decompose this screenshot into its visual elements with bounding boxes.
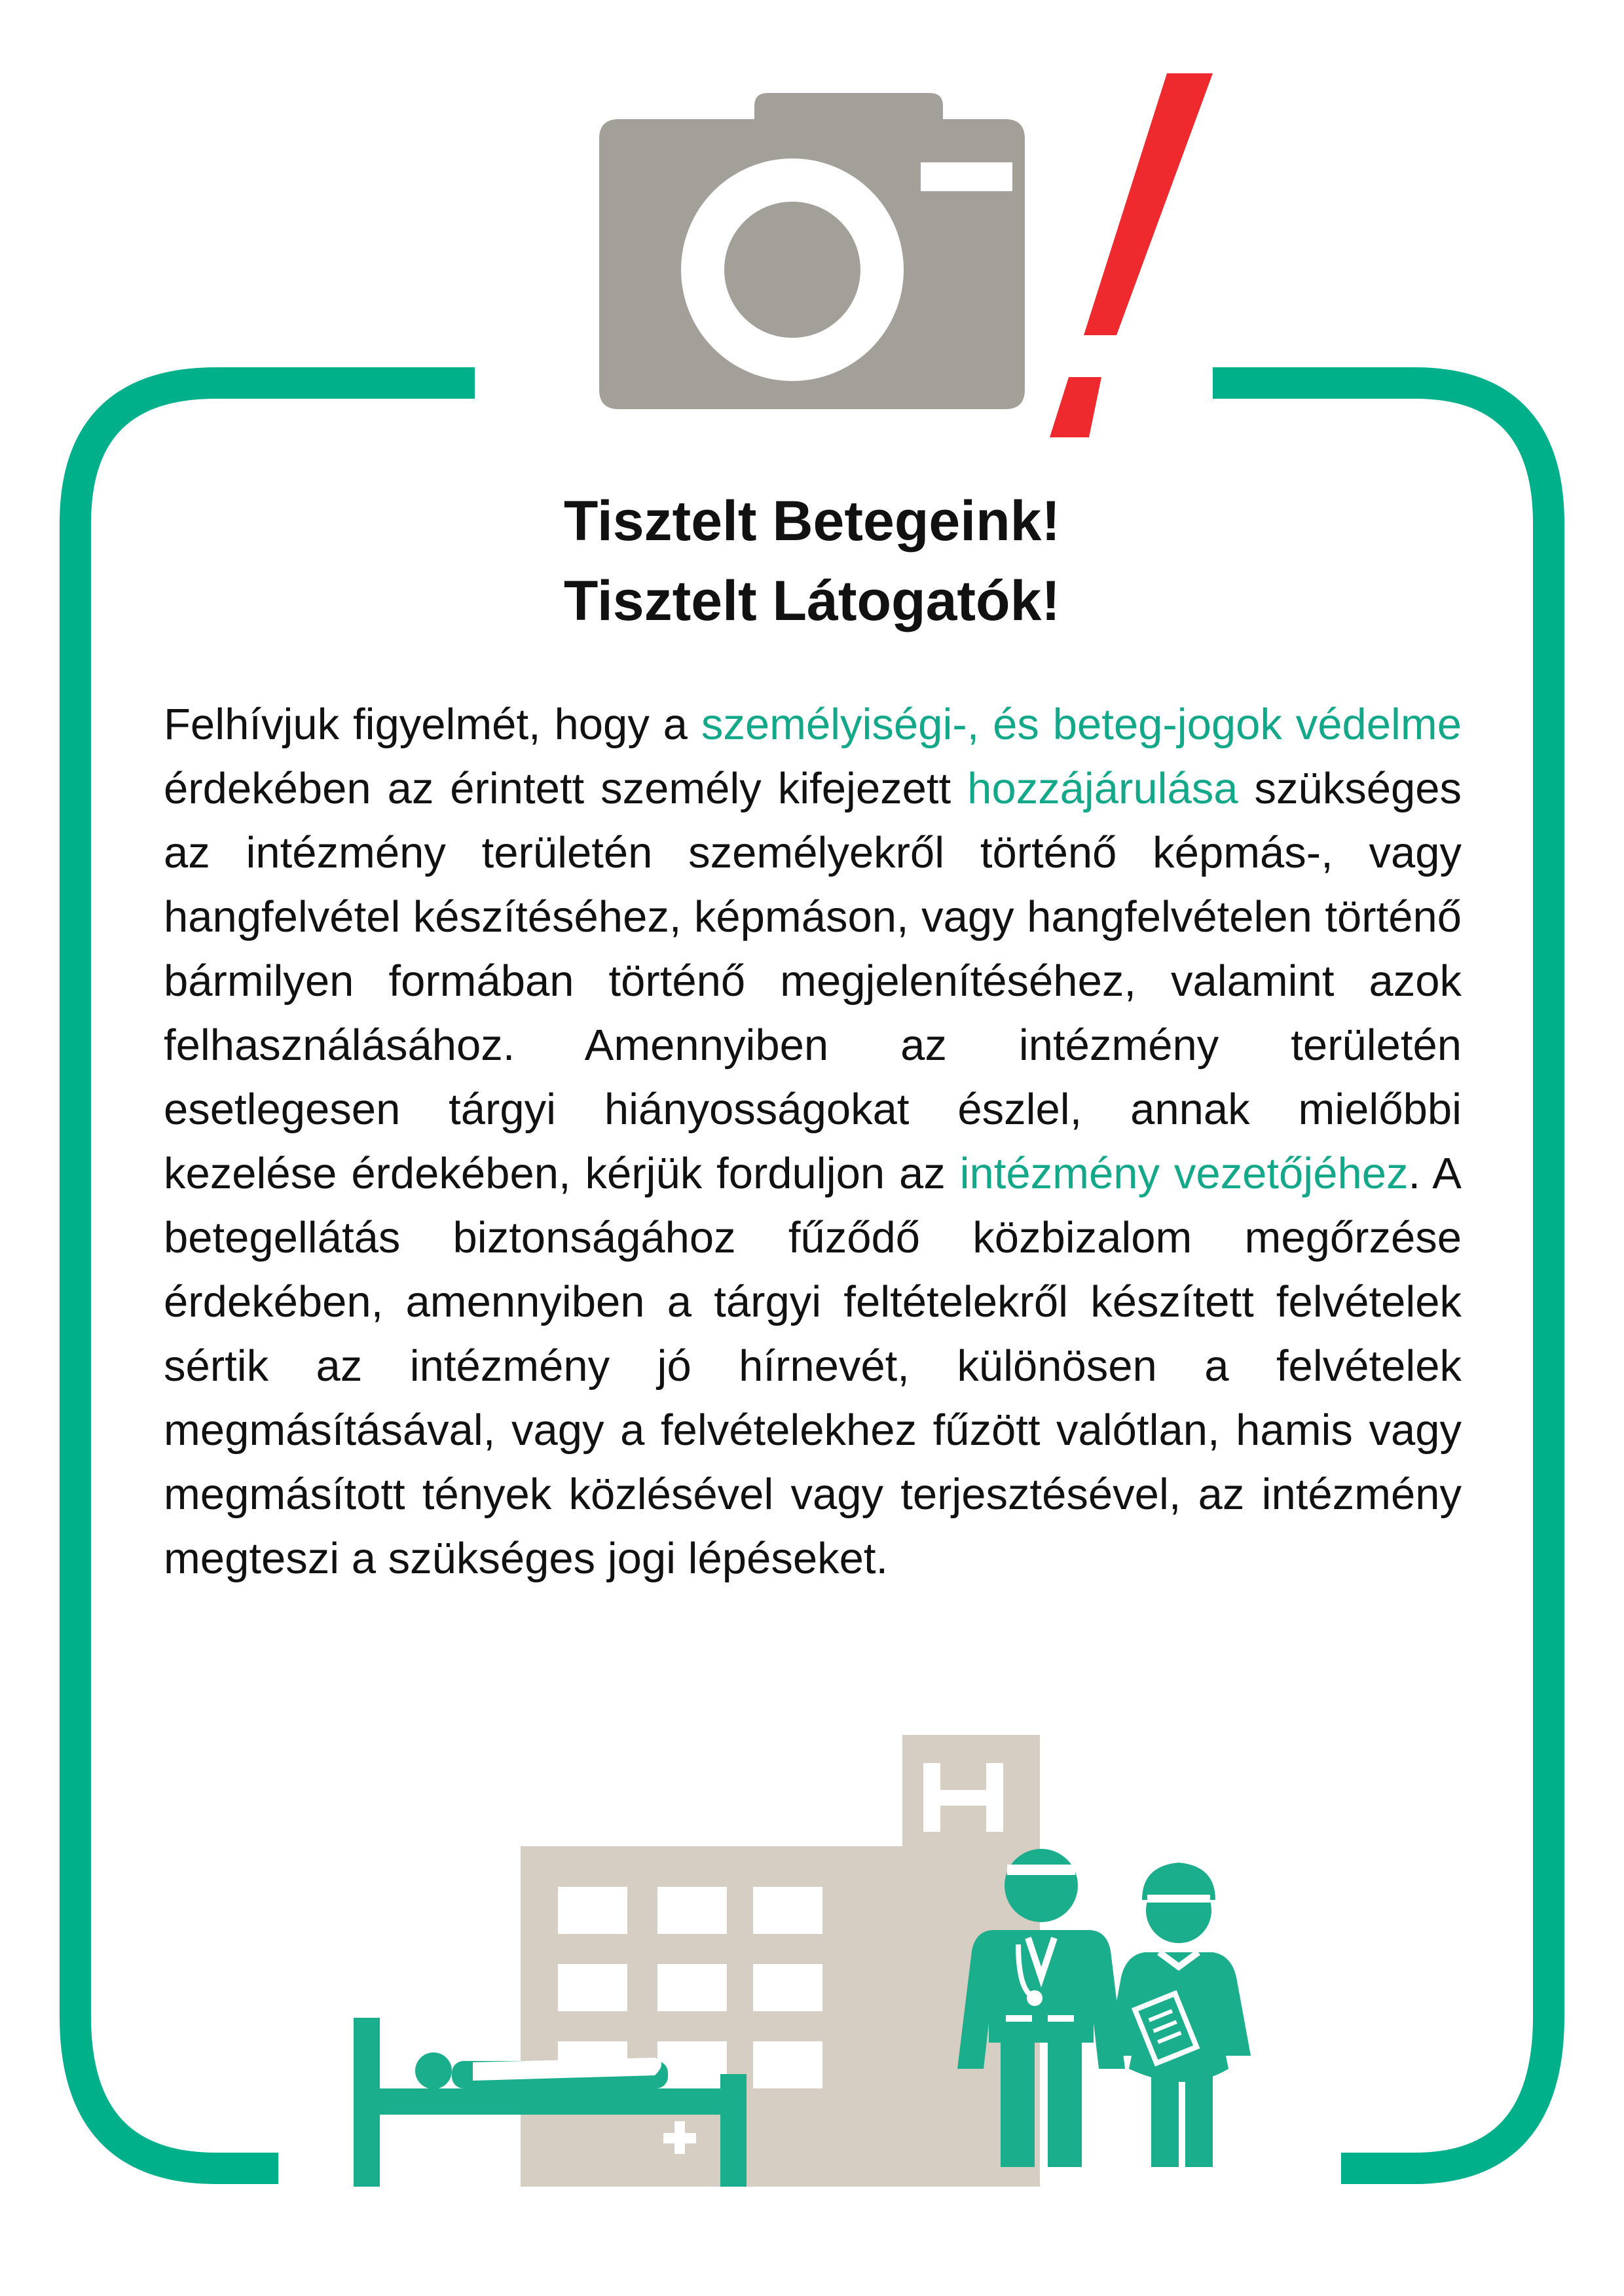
exclamation-icon bbox=[1050, 73, 1213, 437]
title-line-1: Tisztelt Betegeink! bbox=[563, 490, 1061, 553]
hospital-building-icon bbox=[521, 1735, 1040, 2187]
nurse-icon bbox=[1107, 1863, 1251, 2167]
title-line-2: Tisztelt Látogatók! bbox=[563, 570, 1061, 632]
notice-body bbox=[164, 693, 1462, 1591]
camera-icon bbox=[599, 93, 1025, 409]
highlight-head-of-institution: intézmény vezetőjéhez bbox=[959, 1149, 1409, 1198]
body-part-4: . A betegellátás biztonságához fűződő közbizalom megőrzése érdekében, amennyiben a tárgyi feltételekről készített felvételek sértik az intézmény jó hírnevét, különösen a felvételek megmásításával, vagy a felvételekhez fűzött valótlan, hamis vagy megmásított tények közlésével vagy terjesztésével, az intézmény megteszi a szükséges jogi lépéseket. bbox=[164, 1149, 1462, 1583]
greeting-title bbox=[157, 481, 1467, 641]
body-part-2: érdekében az érintett személy kifejezett bbox=[164, 764, 968, 813]
body-part-1: Felhívjuk figyelmét, hogy a bbox=[164, 700, 701, 749]
highlight-personality-rights: személyiségi-, és beteg-jogok védelme bbox=[701, 700, 1462, 749]
highlight-consent: hozzájárulása bbox=[967, 764, 1238, 813]
body-part-3: szükséges az intézmény területén személyekről történő képmás-, vagy hangfelvétel készítéséhez, képmáson, vagy hangfelvételen történő bármilyen formában történő megjelenítéséhez, valamint azok felhasználásához. Amennyiben az intézmény területén esetlegesen tárgyi hiányosságokat észlel, annak mielőbbi kezelése érdekében, kérjük forduljon az bbox=[164, 764, 1462, 1198]
